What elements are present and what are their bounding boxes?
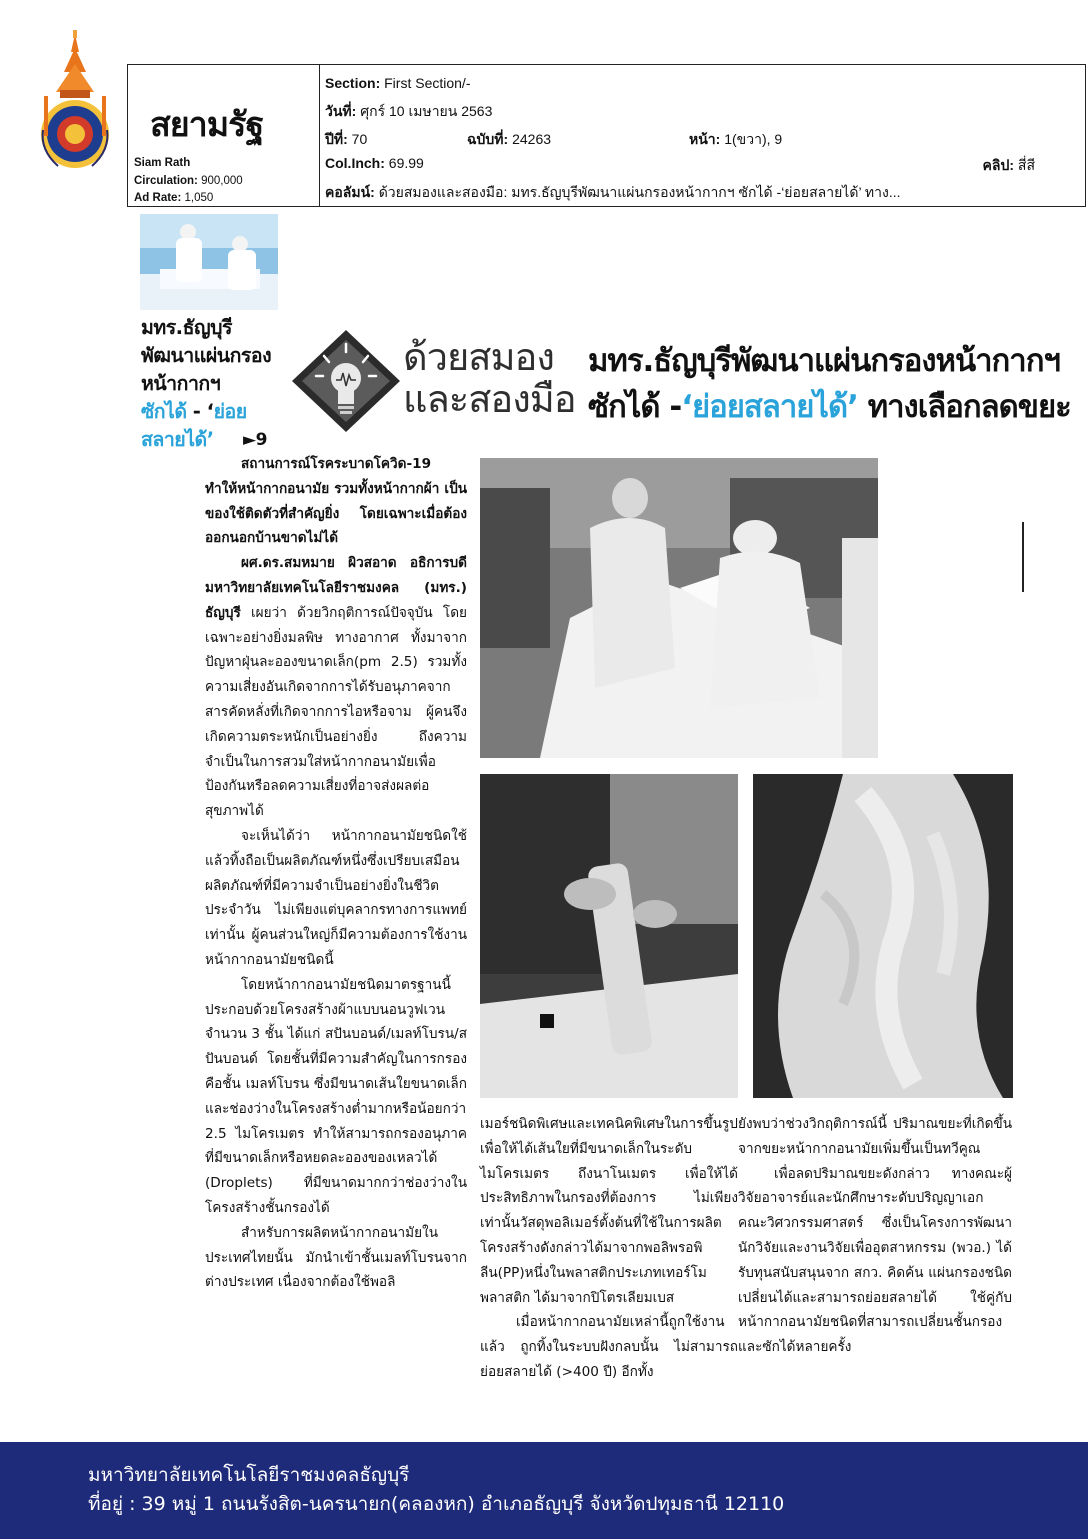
- clip-field: คลิป: สี่สี: [982, 157, 1035, 173]
- page-jump-marker: ►9: [243, 430, 267, 450]
- article-column-1: [205, 452, 467, 1295]
- date-field: วันที่: ศุกร์ 10 เมษายน 2563: [325, 103, 493, 119]
- paragraph-8: ยังพบว่าช่วงวิกฤติการณ์นี้ ปริมาณขยะที่เกิดขึ้นจากขยะหน้ากากอนามัยเพิ่มขึ้นเป็นทวีคูณ: [738, 1116, 1012, 1157]
- article-column-3: [738, 1112, 1012, 1360]
- column-name-line-2: และสองมือ: [403, 377, 576, 421]
- researchers-cutting-filter-sheets-photo: [480, 458, 878, 758]
- teaser-headline: [141, 314, 281, 454]
- footer-address: ที่อยู่ : 39 หมู่ 1 ถนนรังสิต-นครนายก(คลองหก) อำเภอธัญบุรี จังหวัดปทุมธานี 12110: [88, 1493, 785, 1515]
- university-footer: [0, 1442, 1088, 1539]
- hands-holding-filter-roll-photo: [480, 774, 738, 1098]
- section-field: Section: First Section/-: [325, 75, 471, 91]
- column-name-line-1: ด้วยสมอง: [403, 335, 554, 379]
- clipping-metadata: [323, 65, 1085, 206]
- teaser-line-5: สลายได้’: [141, 428, 214, 451]
- newspaper-name-en: Siam Rath: [134, 157, 191, 169]
- column-field: คอลัมน์: ด้วยสมองและสองมือ: มทร.ธัญบุรีพัฒนาแผ่นกรองหน้ากากฯ ซักได้ -‘ย่อยสลายได้’ ทาง...: [325, 184, 901, 200]
- paragraph-5: สำหรับการผลิตหน้ากากอนามัยในประเทศไทยนั้น มักนำเข้าชั้นเมลท์โบรนจากต่างประเทศ เนื่องจากต้องใช้พอลิ: [205, 1224, 467, 1291]
- headline-line-1: มทร.ธัญบุรีพัฒนาแผ่นกรองหน้ากากฯ: [588, 343, 1060, 379]
- teaser-line-3: หน้ากากฯ: [141, 372, 221, 395]
- lightbulb-icon: [292, 330, 400, 432]
- photo-edge-strip: [1022, 522, 1024, 592]
- teaser-line-2: พัฒนาแผ่นกรอง: [141, 344, 272, 367]
- paragraph-9: เพื่อลดปริมาณขยะดังกล่าว ทางคณะผู้วิจัยอาจารย์และนักศึกษาระดับปริญญาเอกคณะวิศวกรรมศาสตร์ ซึ่งเป็นโครงการพัฒนานักวิจัยและงานวิจัยเพื่ออุตสาหกรรม (พวอ.) ได้รับทุนสนับสนุนจาก สกว. คิดค้น แผ่นกรองชนิดเปลี่ยนได้และสามารถย่อยสลายได้ ใช้คู่กับหน้ากากอนามัยชนิดที่สามารถเปลี่ยนชั้นกรองและซักได้หลายครั้ง: [738, 1165, 1012, 1356]
- ad-rate: Ad Rate: 1,050: [134, 192, 214, 204]
- university-emblem: [38, 30, 112, 172]
- paragraph-4: โดยหน้ากากอนามัยชนิดมาตรฐานนี้ ประกอบด้วยโครงสร้างผ้าแบบนอนวูฟเวนจำนวน 3 ชั้น ได้แก่ สปันบอนด์/เมลท์โบรน/สปันบอนด์ โดยชั้นที่มีความสำคัญในการกรองคือชั้น เมลท์โบรน ซึ่งมีขนาดเส้นใยขนาดเล็ก และช่องว่างในโครงสร้างต่ำมากหรือน้อยกว่า 2.5 ไมโครเมตร ทำให้สามารถกรองอนุภาคที่มีขนาดเล็กหรือหยดละอองของเหลวได้ (Droplets) ที่มีขนาดมากกว่าช่องว่างในโครงสร้างชั้นกรองได้: [205, 976, 467, 1216]
- issue-field: ฉบับที่: 24263: [467, 131, 552, 147]
- paragraph-6: เมอร์ชนิดพิเศษและเทคนิคพิเศษในการขึ้นรูปเพื่อให้ได้เส้นใยที่มีขนาดเล็กในระดับไมโครเมตร ถึงนาโนเมตร เพื่อให้ได้ประสิทธิภาพในกรองที่ต้องการ ไม่เพียงเท่านั้นวัสดุพอลิเมอร์ตั้งต้นที่ใช้ในการผลิตโครงสร้างดังกล่าวได้มาจากพอลิพรอพิลีน(PP)หนึ่งในพลาสติกประเภทเทอร์โมพลาสติก ได้มาจากปิโตรเลียมเบส: [480, 1116, 738, 1306]
- fiber-closeup-photo: [753, 774, 1013, 1098]
- paragraph-2: ผศ.ดร.สมหมาย ผิวสอาด อธิการบดีมหาวิทยาลัยเทคโนโลยีราชมงคล (มทร.) ธัญบุรี เผยว่า ด้วยวิกฤติการณ์ปัจจุบัน โดยเฉพาะอย่างยิ่งมลพิษ ทางอากาศ ทั้งมาจากปัญหาฝุ่นละอองขนาดเล็ก(pm 2.5) รวมทั้งความเสี่ยงอันเกิดจากการได้รับอนุภาคจากสารคัดหลั่งที่เกิดจากการไอหรือจาม ผู้คนจึงเกิดความตระหนักเป็นอย่างยิ่ง ถึงความจำเป็นในการสวมใส่หน้ากากอนามัยเพื่อป้องกันหรือลดความเสี่ยงที่อาจส่งผลต่อสุขภาพได้: [205, 555, 467, 820]
- column-name: [403, 336, 576, 420]
- year-field: ปีที่: 70: [325, 131, 368, 147]
- paragraph-3: จะเห็นได้ว่า หน้ากากอนามัยชนิดใช้แล้วทิ้งถือเป็นผลิตภัณฑ์หนึ่งซึ่งเปรียบเสมือนผลิตภัณฑ์ที่มีความจำเป็นอย่างยิ่งในชีวิตประจำวัน ไม่เพียงแต่บุคลากรทางการแพทย์เท่านั้น ผู้คนส่วนใหญ่ก็มีความต้องการใช้งานหน้ากากอนามัยชนิดนี้: [205, 827, 467, 968]
- lab-workers-photo: [140, 214, 278, 310]
- newspaper-masthead: สยามรัฐ: [150, 105, 264, 145]
- paragraph-7: เมื่อหน้ากากอนามัยเหล่านี้ถูกใช้งานแล้ว ถูกทิ้งในระบบฝังกลบนั้น ไม่สามารถย่อยสลายได้ (>400 ปี) อีกทั้ง: [480, 1314, 738, 1380]
- clipping-info-box: [127, 64, 1086, 207]
- page-field: หน้า: 1(ขวา), 9: [689, 131, 783, 147]
- article-column-2: [480, 1112, 738, 1385]
- paragraph-intro: สถานการณ์โรคระบาดโควิด-19 ทำให้หน้ากากอนามัย รวมทั้งหน้ากากผ้า เป็นของใช้ติดตัวที่สำคัญยิ่ง โดยเฉพาะเมื่อต้องออกนอกบ้านขาดไม่ได้: [205, 456, 467, 547]
- teaser-line-4: ซักได้ - ‘ย่อย: [141, 400, 247, 423]
- footer-university-name: มหาวิทยาลัยเทคโนโลยีราชมงคลธัญบุรี: [88, 1464, 410, 1486]
- teaser-line-1: มทร.ธัญบุรี: [141, 316, 232, 339]
- colinch-field: Col.Inch: 69.99: [325, 155, 424, 171]
- headline-line-2: ซักได้ -‘ย่อยสลายได้’ ทางเลือกลดขยะ: [588, 389, 1071, 425]
- article-headline: [588, 338, 1083, 430]
- circulation: Circulation: 900,000: [134, 175, 243, 187]
- newspaper-panel: [128, 65, 320, 206]
